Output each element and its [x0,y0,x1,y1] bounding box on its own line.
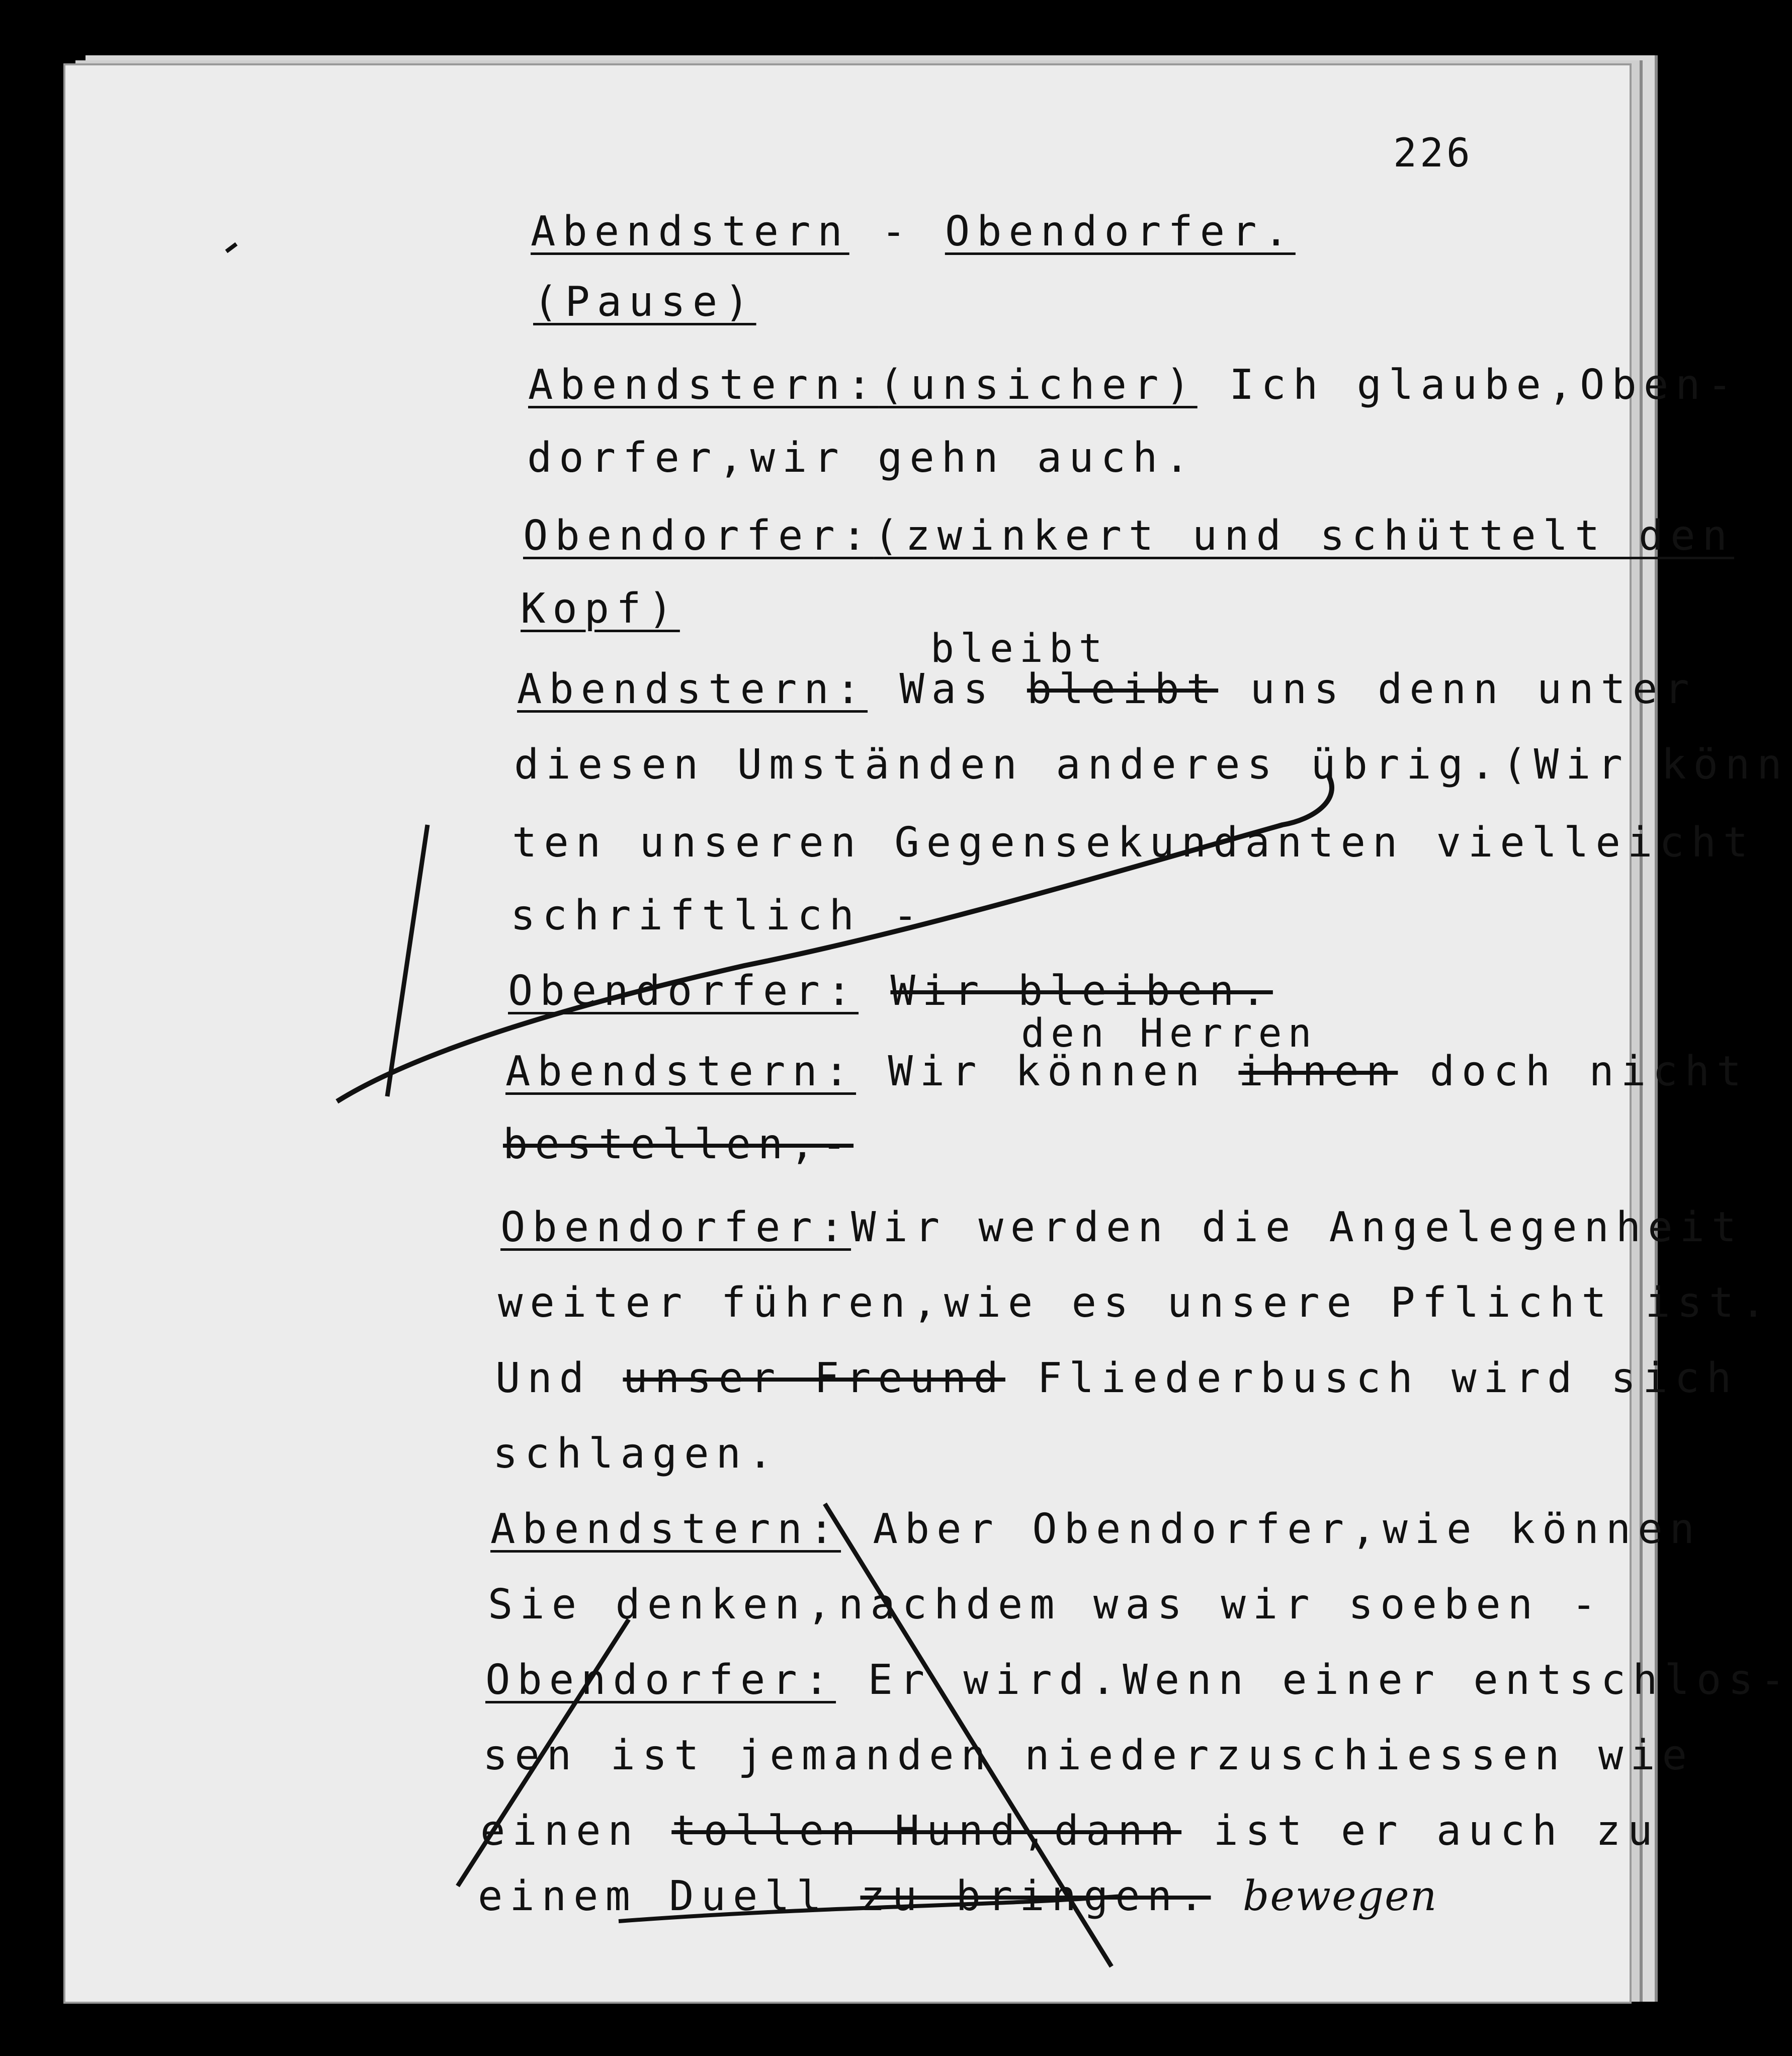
dialogue-text: Aber Obendorfer,wie können [873,1505,1702,1553]
stage-direction: Kopf) [521,585,680,633]
dialogue-text: einen [480,1807,640,1855]
script-line: schriftlich - [510,892,925,939]
dialogue-text: Er wird.Wenn einer entschlos- [868,1656,1792,1704]
dialogue-text: Wir bleiben. [890,967,1273,1015]
stage-direction: (unsicher) [879,361,1198,409]
speaker-name: Obendorfer: [523,512,874,560]
dialogue-text: Wir werden die Angelegenheit [851,1204,1744,1251]
dialogue-text: Ich glaube,Oben- [1229,361,1740,409]
deletion-loop-stroke [337,775,1332,1101]
pen-strokes [65,65,1630,2002]
deletion-cross-stroke [825,1504,1112,1966]
deletion-vertical-stroke [387,825,428,1096]
script-line: sen ist jemanden niederzuschiessen wie [483,1732,1694,1779]
dialogue-text: Was [899,665,995,713]
struck-text: ihnen [1238,1048,1398,1095]
dialogue-text: uns denn unter [1250,665,1696,713]
script-line: weiter führen,wie es unsere Pflicht ist. [498,1279,1773,1327]
stage-direction: (Pause) [533,278,756,326]
speaker-name: Obendorfer: [508,967,859,1015]
handwritten-note: bewegen [1242,1872,1438,1920]
struck-text: tollen Hund,dann [671,1807,1182,1855]
script-line: Sie denken,nachdem was wir soeben - [488,1581,1603,1629]
speaker-name: Abendstern: [505,1048,857,1095]
deletion-cross-stroke [458,1619,629,1886]
handwritten-insertion: bleibt [930,626,1108,671]
stage-direction: (zwinkert und schüttelt den [874,512,1735,560]
page-number: 226 [1393,131,1473,176]
deletion-underline-stroke [619,1896,1122,1921]
script-line: diesen Umständen anderes übrig.(Wir könn [514,741,1789,789]
dialogue-text: einem Duell [478,1872,829,1920]
dialogue-text: Und [495,1354,591,1402]
header-speaker-a: Abendstern [531,208,849,255]
typescript-page [65,65,1792,2002]
struck-text: bleibt [1027,665,1219,713]
dialogue-text: doch nicht [1429,1048,1749,1095]
speaker-name: Abendstern: [528,361,879,409]
speaker-name: Abendstern: [517,665,868,713]
script-line: schlagen. [493,1430,780,1478]
script-line: dorfer,wir gehn auch. [527,434,1197,482]
dialogue-text: Fliederbusch wird sich [1037,1354,1739,1402]
struck-text: zu bringen. [860,1872,1211,1920]
handwritten-insertion: den Herren [1021,1011,1318,1056]
struck-text: bestellen,- [503,1121,854,1168]
dialogue-text: Wir können [888,1048,1207,1095]
speaker-name: Obendorfer: [500,1204,851,1251]
script-line: ten unseren Gegensekundanten vielleicht [512,819,1755,867]
header-dash: - [881,208,913,255]
dialogue-text: ist er auch zu [1213,1807,1660,1855]
header-speaker-b: Obendorfer. [945,208,1296,255]
speaker-name: Obendorfer: [485,1656,836,1704]
struck-text: unser Freund [623,1354,1005,1402]
speaker-name: Abendstern: [490,1505,841,1553]
pencil-tick-mark [226,244,236,251]
